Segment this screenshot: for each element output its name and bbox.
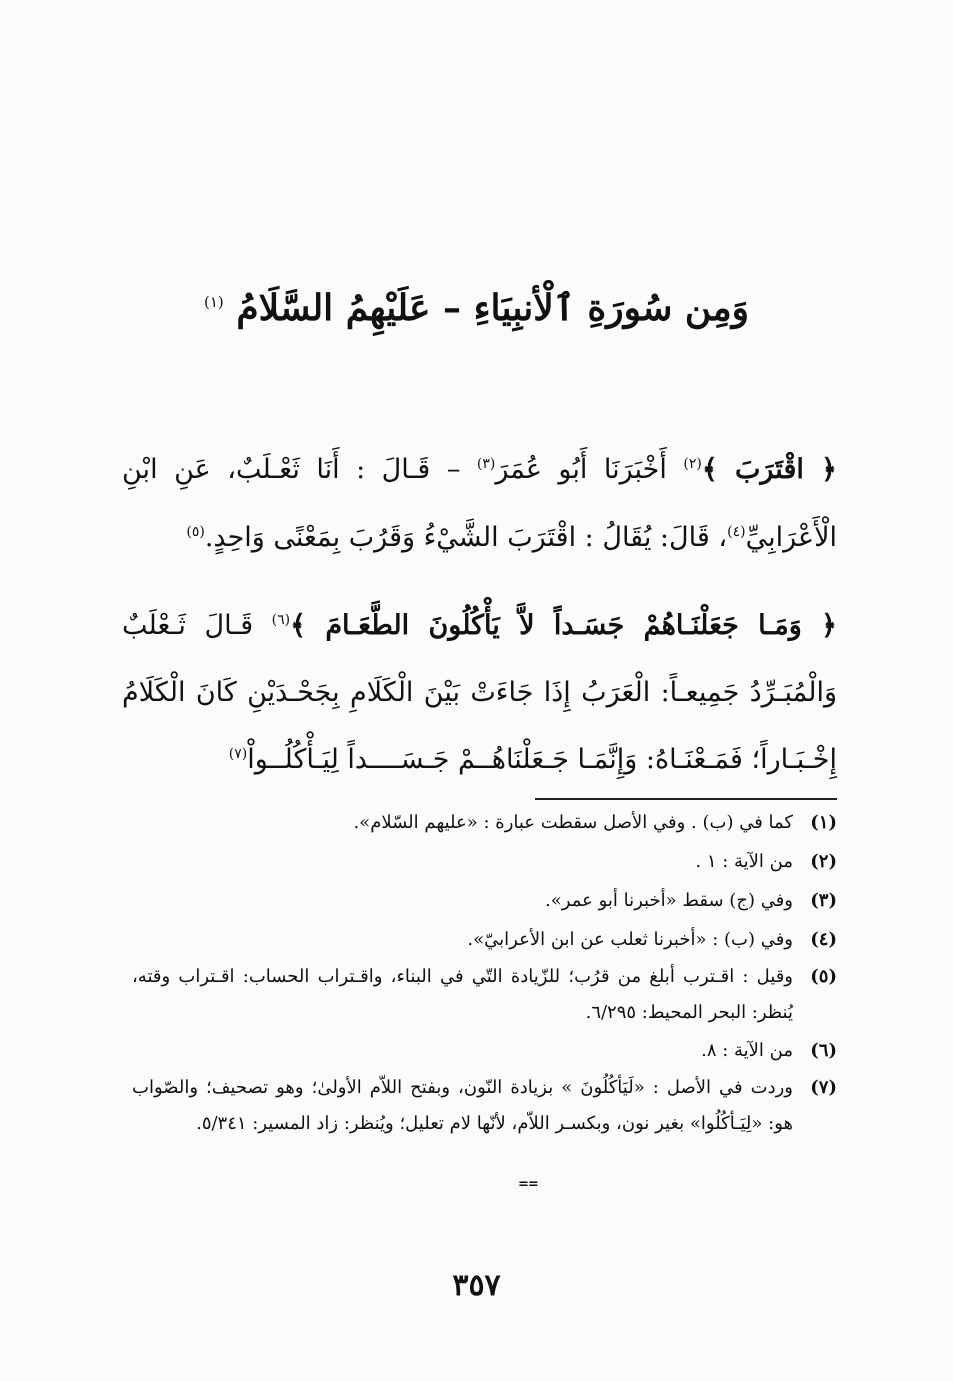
footnote-ref-7: (٧): [228, 746, 248, 762]
footnote-text: وفي (ب) : «أخبرنا ثعلب عن ابن الأعرابيّ».: [467, 929, 793, 950]
footnote-separator: [535, 798, 837, 800]
page-number: ٣٥٧: [452, 1268, 501, 1303]
paragraph-text: قَـالَ ثَـعْلَبٌ وَالْمُبَـرِّدُ جَمِيعـاً: الْعَرَبُ إِذَا جَاءَتْ بَيْنَ الْكَلَامِ بِجَحْـدَيْنِ كَانَ الْكَلَامُ إِخْـبَـاراً؛ فَمَـعْنَـاهُ: وَإِنَّمَـا جَـعَلْنَاهُــمْ جَـسَــــداً لِيَـأْكُلُــواْ: [122, 610, 837, 775]
footnote-ref-4: (٤): [727, 524, 746, 540]
paragraph-text: – قَـالَ : أَنَا ثَعْـلَبٌ، عَنِ ابْنِ الْأَعْرَابِيِّ: [122, 454, 837, 553]
footnote-ref-3: (٣): [476, 456, 496, 472]
footnote-item: [132, 920, 837, 959]
footnote-item: [132, 1031, 837, 1070]
chapter-heading: [140, 278, 813, 338]
footnote-text: وفي (ج) سقط «أخبرنا أبو عمر».: [545, 890, 793, 911]
continuation-mark: ==: [518, 1177, 538, 1192]
quran-verse-iqtaraba: ﴿ اقْتَرَبَ ﴾: [701, 454, 837, 485]
footnote-text: وردت في الأصل : «لَيَأكُلُونَ » بزيادة النّون، وبفتح اللاّم الأولىٰ؛ وهو تصحيف؛ والصّواب هو: «لِيَـأكُلُوا» بغير نون، وبكسـر اللاّم، لأنّها لام تعليل؛ ويُنظر: زاد المسير: ٥/٣٤١.: [132, 1077, 793, 1134]
footnote-ref-5: (٥): [186, 524, 205, 540]
footnotes-list: [132, 803, 837, 1142]
footnote-item: [132, 959, 837, 1031]
paragraph-jasad: [122, 592, 837, 793]
paragraph-iqtaraba: [122, 436, 837, 572]
footnote-text: من الآية : ١ .: [695, 851, 793, 872]
footnote-ref-6: (٦): [271, 612, 291, 628]
footnote-text: كما في (ب) . وفي الأصل سقطت عبارة : «عليهم السّلام».: [353, 812, 793, 833]
paragraph-text: ، قَالَ: يُقَالُ : اقْتَرَبَ الشَّيْءُ وَقَرُبَ بِمَعْنًى وَاحِدٍ.: [204, 522, 728, 553]
footnote-number: (٤): [810, 929, 837, 950]
footnote-number: (٣): [810, 890, 837, 911]
footnote-number: (٦): [810, 1040, 837, 1061]
title-footnote-marker: (١): [203, 293, 224, 311]
footnote-ref-2: (٢): [683, 456, 702, 472]
footnote-number: (٢): [810, 851, 837, 872]
footnote-text: من الآية : ٨.: [701, 1040, 793, 1061]
footnote-number: (٥): [810, 966, 837, 987]
footnote-item: [132, 842, 837, 881]
footnote-item: [132, 1070, 837, 1142]
quran-verse-jasad: ﴿ وَمَـا جَعَلْنَـاهُمْ جَسَـداً لاَّ يَأْكُلُونَ الطَّعَـامَ ﴾: [290, 610, 837, 641]
footnote-number: (٧): [810, 1077, 837, 1098]
footnote-item: [132, 881, 837, 920]
paragraph-text: أَخْبَرَنَا أَبُو عُمَرَ: [495, 454, 684, 485]
footnote-text: وقيل : اقـترب أبلغ من قرُب؛ للزّيادة التّي في البناء، واقـتراب الحساب: اقـتراب وقته، يُنظر: البحر المحيط: ٦/٢٩٥.: [132, 966, 793, 1023]
main-text: [122, 436, 837, 793]
footnote-item: [132, 803, 837, 842]
footnote-number: (١): [810, 812, 837, 833]
chapter-title: وَمِن سُورَةِ ٱلْأنبِيَاءِ – عَلَيْهِمُ السَّلَامُ: [236, 287, 749, 329]
